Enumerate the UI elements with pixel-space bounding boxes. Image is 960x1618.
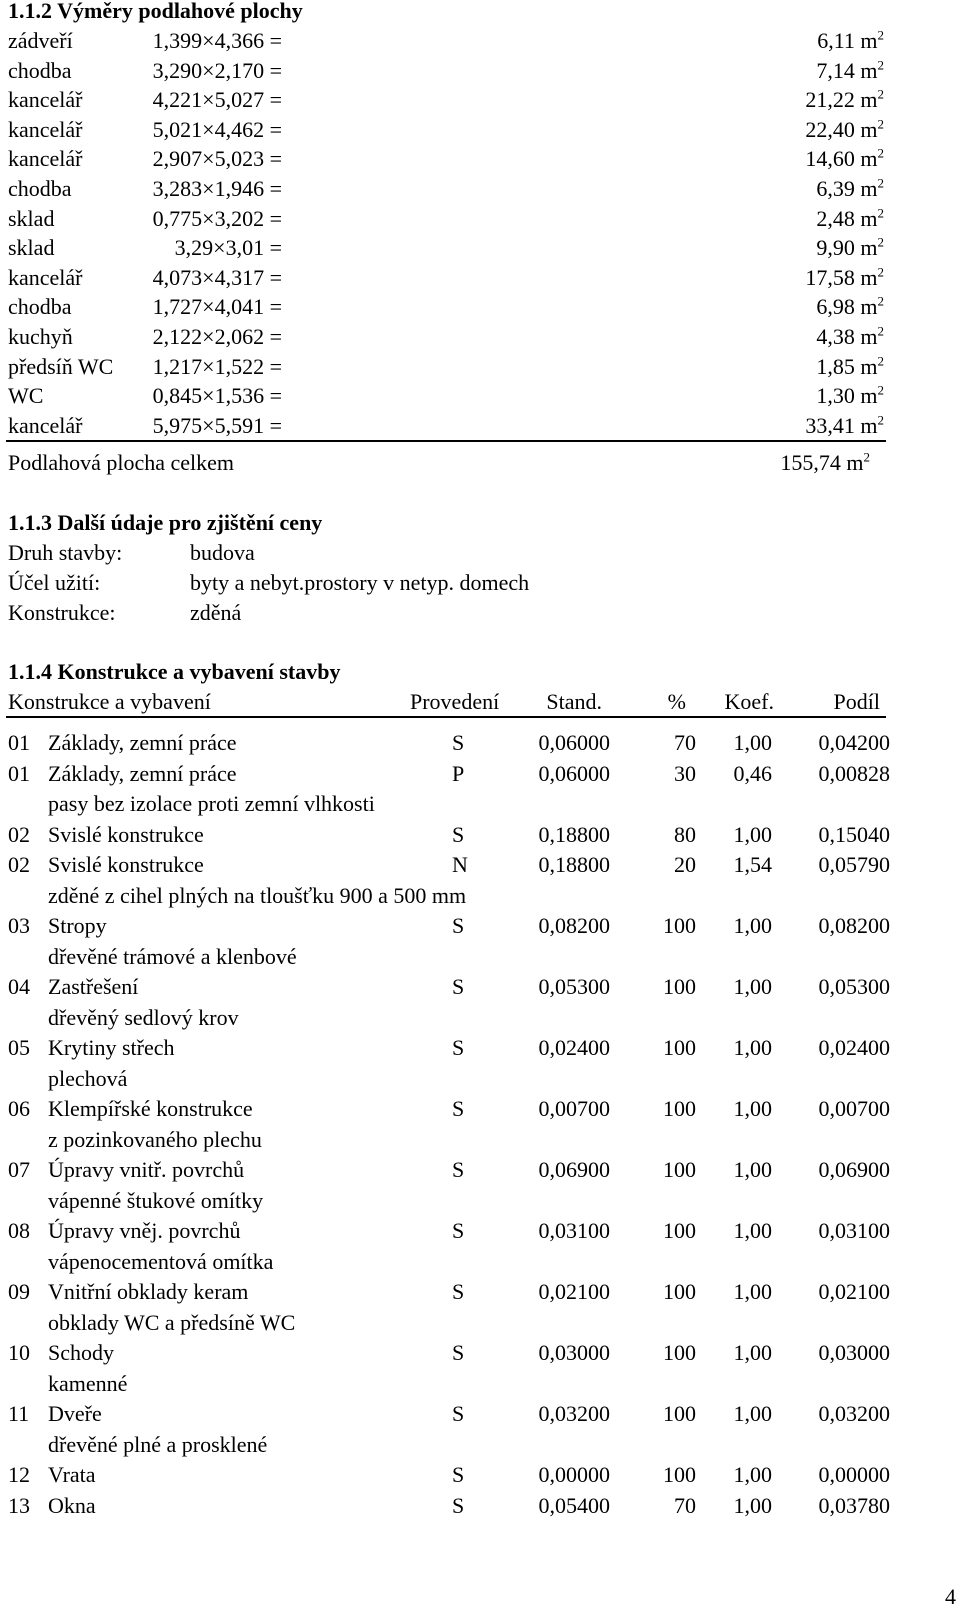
construction-name: Schody [48,1340,114,1365]
construction-note-row [0,1064,960,1094]
page-number-row [0,1582,960,1612]
room-dims: 1,217×1,522 = [152,353,282,379]
construction-num: 06 [8,1096,30,1121]
construction-note-row [0,1308,960,1338]
construction-prov: S [452,913,465,938]
construction-podil: 0,03100 [818,1218,890,1243]
construction-prov: S [452,1492,465,1518]
construction-num: 01 [8,730,30,755]
col-header-prov: Provedení [410,689,500,714]
construction-stand: 0,00700 [538,1096,610,1121]
construction-koef: 1,00 [733,913,772,938]
room-name: kuchyň [8,324,73,349]
construction-note-row [0,1430,960,1460]
construction-prov: S [452,730,465,755]
floor-total-exponent: 2 [863,449,870,465]
construction-podil: 0,02400 [818,1035,890,1060]
room-dims: 4,221×5,027 = [152,87,282,113]
construction-pct: 70 [674,1492,696,1518]
floor-row [0,233,960,263]
construction-pct: 70 [674,730,696,755]
construction-row [0,759,960,789]
details-value: budova [190,540,255,565]
construction-stand: 0,03100 [538,1218,610,1243]
construction-note: plechová [48,1065,128,1091]
room-area-value: 6,39 m [816,176,878,201]
room-area [805,115,884,145]
construction-stand: 0,02100 [538,1279,610,1304]
room-area-exponent: 2 [877,86,884,102]
construction-note-row [0,942,960,972]
construction-koef: 1,00 [733,1492,772,1518]
construction-num: 02 [8,852,30,877]
construction-prov: N [452,852,468,877]
construction-stand: 0,03200 [538,1401,610,1426]
construction-pct: 80 [674,821,696,847]
construction-prov: S [452,1340,465,1365]
construction-name: Krytiny střech [48,1035,175,1060]
col-header-pct: % [667,689,686,714]
construction-stand: 0,06000 [538,730,610,755]
construction-note-row [0,1369,960,1399]
construction-podil: 0,00700 [818,1096,890,1121]
construction-name: Úpravy vnitř. povrchů [48,1157,245,1182]
floor-row [0,263,960,293]
room-name: kancelář [8,87,83,113]
construction-stand: 0,18800 [538,852,610,877]
construction-name: Základy, zemní práce [48,730,237,755]
construction-prov: S [452,1035,465,1060]
floor-row [0,56,960,86]
room-dims: 2,122×2,062 = [152,324,282,349]
construction-num: 03 [8,913,30,938]
construction-heading [0,657,960,687]
construction-pct: 100 [663,1279,696,1304]
construction-podil: 0,03200 [818,1401,890,1426]
room-area-value: 21,22 m [805,87,878,113]
room-dims: 3,283×1,946 = [152,176,282,201]
construction-name: Stropy [48,913,107,938]
room-name: kancelář [8,412,83,438]
construction-name: Klempířské konstrukce [48,1096,253,1121]
room-area-exponent: 2 [877,116,884,132]
construction-prov: S [452,1401,465,1426]
construction-stand: 0,03000 [538,1340,610,1365]
construction-podil: 0,05300 [818,974,890,999]
details-value: zděná [190,600,242,625]
room-area-exponent: 2 [877,234,884,250]
construction-koef: 1,00 [733,1279,772,1304]
construction-num: 09 [8,1279,30,1304]
room-area-exponent: 2 [877,323,884,339]
construction-prov: S [452,1157,465,1182]
floor-total-label: Podlahová plocha celkem [8,450,235,475]
construction-koef: 1,00 [733,730,772,755]
construction-podil: 0,06900 [818,1157,890,1182]
construction-pct: 100 [663,1218,696,1243]
construction-heading-text: 1.1.4 Konstrukce a vybavení stavby [8,659,341,684]
details-row [0,538,960,568]
construction-prov: S [452,1462,465,1487]
room-area [816,381,884,411]
construction-note-row [0,789,960,819]
construction-note: dřevěný sedlový krov [48,1004,239,1030]
room-area-value: 6,11 m [817,28,878,53]
room-area [805,263,884,293]
floor-row [0,174,960,204]
room-name: kancelář [8,264,83,290]
construction-note: pasy bez izolace proti zemní vlhkosti [48,791,375,816]
construction-note: obklady WC a předsíně WC [48,1309,296,1335]
room-area-value: 4,38 m [816,324,878,349]
construction-stand: 0,05300 [538,974,610,999]
construction-name: Vrata [48,1462,96,1487]
details-label: Účel užití: [8,570,101,595]
room-area [816,174,884,204]
construction-pct: 100 [663,1096,696,1121]
floor-row [0,352,960,382]
construction-prov: S [452,1218,465,1243]
construction-row [0,1094,960,1124]
room-area [805,411,884,441]
room-dims: 5,021×4,462 = [152,116,282,142]
room-dims: 3,29×3,01 = [174,235,282,261]
room-dims: 0,775×3,202 = [152,205,282,231]
construction-podil: 0,02100 [818,1279,890,1304]
construction-koef: 1,54 [733,852,772,877]
construction-num: 07 [8,1157,30,1182]
construction-koef: 1,00 [733,1340,772,1365]
room-name: sklad [8,235,55,261]
room-area-exponent: 2 [877,353,884,369]
construction-num: 12 [8,1462,30,1487]
col-header-podil: Podíl [833,689,880,714]
construction-row [0,1399,960,1429]
room-area-value: 9,90 m [816,235,878,261]
floor-heading [0,0,960,26]
construction-row [0,1277,960,1307]
construction-row [0,1491,960,1521]
construction-num: 10 [8,1340,30,1365]
room-area-exponent: 2 [877,146,884,162]
floor-total-rule [6,440,886,442]
construction-podil: 0,04200 [818,730,890,755]
details-heading-text: 1.1.3 Další údaje pro zjištění ceny [8,510,323,535]
construction-note: vápenné štukové omítky [48,1187,264,1213]
details-row [0,598,960,628]
construction-stand: 0,05400 [538,1492,610,1518]
construction-podil: 0,05790 [818,852,890,877]
details-label: Konstrukce: [8,600,116,625]
construction-note: zděné z cihel plných na tloušťku 900 a 500 mm [48,882,467,908]
construction-koef: 1,00 [733,821,772,847]
construction-prov: P [452,760,465,786]
room-area [816,352,884,382]
room-area [816,204,884,234]
floor-row [0,322,960,352]
construction-pct: 20 [674,852,696,877]
construction-name: Zastřešení [48,974,139,999]
construction-note-row [0,1003,960,1033]
construction-header-row [0,687,960,717]
room-area-value: 6,98 m [816,294,878,320]
room-area-exponent: 2 [877,294,884,310]
room-area [816,322,884,352]
floor-total-value: 155,74 m [780,450,864,475]
room-name: chodba [8,57,72,83]
construction-podil: 0,03000 [818,1340,890,1365]
construction-row [0,728,960,758]
construction-pct: 100 [663,1340,696,1365]
room-area-value: 22,40 m [805,116,878,142]
details-label: Druh stavby: [8,540,123,565]
col-header-stand: Stand. [546,689,602,714]
construction-koef: 1,00 [733,974,772,999]
room-area-exponent: 2 [877,264,884,280]
construction-row [0,1216,960,1246]
construction-row [0,1033,960,1063]
construction-note-row [0,1247,960,1277]
room-dims: 1,399×4,366 = [152,28,282,53]
room-area-exponent: 2 [877,175,884,191]
room-area-exponent: 2 [877,57,884,73]
construction-row [0,850,960,880]
construction-prov: S [452,1279,465,1304]
construction-header-rule [6,716,886,718]
room-dims: 1,727×4,041 = [152,294,282,320]
construction-name: Svislé konstrukce [48,852,204,877]
construction-num: 01 [8,760,30,786]
construction-podil: 0,08200 [818,913,890,938]
room-area-exponent: 2 [877,27,884,43]
construction-row [0,820,960,850]
room-area [805,144,884,174]
room-area-value: 14,60 m [805,146,878,172]
construction-num: 08 [8,1218,30,1243]
floor-row [0,115,960,145]
col-header-name: Konstrukce a vybavení [8,689,211,714]
room-area-value: 2,48 m [816,205,878,231]
construction-note-row [0,1186,960,1216]
room-name: chodba [8,294,72,320]
construction-podil: 0,00828 [818,760,890,786]
room-name: zádveří [8,28,73,53]
construction-row [0,1338,960,1368]
construction-prov: S [452,974,465,999]
room-area-value: 17,58 m [805,264,878,290]
details-value: byty a nebyt.prostory v netyp. domech [190,570,530,595]
construction-koef: 1,00 [733,1035,772,1060]
construction-koef: 1,00 [733,1218,772,1243]
construction-pct: 100 [663,1401,696,1426]
construction-pct: 100 [663,913,696,938]
room-area-value: 1,85 m [816,353,878,379]
room-dims: 4,073×4,317 = [152,264,282,290]
room-name: chodba [8,176,72,201]
construction-stand: 0,06000 [538,760,610,786]
room-area-exponent: 2 [877,205,884,221]
construction-note-row [0,1125,960,1155]
construction-row [0,911,960,941]
construction-pct: 100 [663,974,696,999]
construction-num: 13 [8,1492,30,1518]
room-area-exponent: 2 [877,382,884,398]
construction-note: dřevěné plné a prosklené [48,1431,268,1457]
room-name: předsíň WC [8,353,114,379]
room-area [817,26,884,56]
construction-note: z pozinkovaného plechu [48,1126,262,1152]
floor-row [0,144,960,174]
details-heading [0,508,960,538]
construction-podil: 0,15040 [818,821,890,847]
construction-name: Základy, zemní práce [48,760,237,786]
room-dims: 5,975×5,591 = [152,412,282,438]
construction-num: 04 [8,974,30,999]
construction-pct: 100 [663,1035,696,1060]
construction-koef: 1,00 [733,1401,772,1426]
construction-stand: 0,02400 [538,1035,610,1060]
construction-stand: 0,18800 [538,821,610,847]
construction-note: kamenné [48,1370,128,1396]
room-area-value: 7,14 m [816,57,878,83]
room-area-exponent: 2 [877,412,884,428]
construction-name: Svislé konstrukce [48,821,204,847]
floor-total [780,448,870,478]
construction-row [0,1155,960,1185]
construction-note-row [0,881,960,911]
construction-note: dřevěné trámové a klenbové [48,943,297,969]
construction-row [0,1460,960,1490]
floor-total-row [0,448,960,478]
construction-note: vápenocementová omítka [48,1248,274,1274]
construction-num: 11 [8,1401,30,1426]
room-name: kancelář [8,116,83,142]
construction-stand: 0,06900 [538,1157,610,1182]
room-dims: 3,290×2,170 = [152,57,282,83]
construction-koef: 1,00 [733,1096,772,1121]
construction-podil: 0,00000 [818,1462,890,1487]
construction-stand: 0,08200 [538,913,610,938]
floor-row [0,381,960,411]
construction-num: 02 [8,821,30,847]
floor-row [0,292,960,322]
room-area [816,56,884,86]
construction-podil: 0,03780 [818,1492,890,1518]
floor-row [0,85,960,115]
room-dims: 2,907×5,023 = [152,146,282,172]
col-header-koef: Koef. [724,689,774,714]
room-name: kancelář [8,146,83,172]
construction-name: Dveře [48,1401,102,1426]
construction-num: 05 [8,1035,30,1060]
construction-koef: 0,46 [733,760,772,786]
construction-prov: S [452,1096,465,1121]
floor-row [0,411,960,441]
room-name: sklad [8,205,55,231]
construction-stand: 0,00000 [538,1462,610,1487]
construction-koef: 1,00 [733,1157,772,1182]
construction-name: Okna [48,1492,96,1518]
floor-heading-text: 1.1.2 Výměry podlahové plochy [8,0,303,23]
construction-pct: 100 [663,1157,696,1182]
construction-name: Úpravy vněj. povrchů [48,1218,241,1243]
construction-prov: S [452,821,465,847]
room-area [816,233,884,263]
room-name: WC [8,383,44,409]
floor-row [0,204,960,234]
construction-pct: 100 [663,1462,696,1487]
page-number: 4 [945,1584,956,1609]
construction-pct: 30 [674,760,696,786]
room-area-value: 1,30 m [816,383,878,409]
room-area [816,292,884,322]
floor-row [0,26,960,56]
room-dims: 0,845×1,536 = [152,383,282,409]
room-area [805,85,884,115]
construction-name: Vnitřní obklady keram [48,1279,249,1304]
room-area-value: 33,41 m [805,412,878,438]
details-row [0,568,960,598]
construction-koef: 1,00 [733,1462,772,1487]
construction-row [0,972,960,1002]
